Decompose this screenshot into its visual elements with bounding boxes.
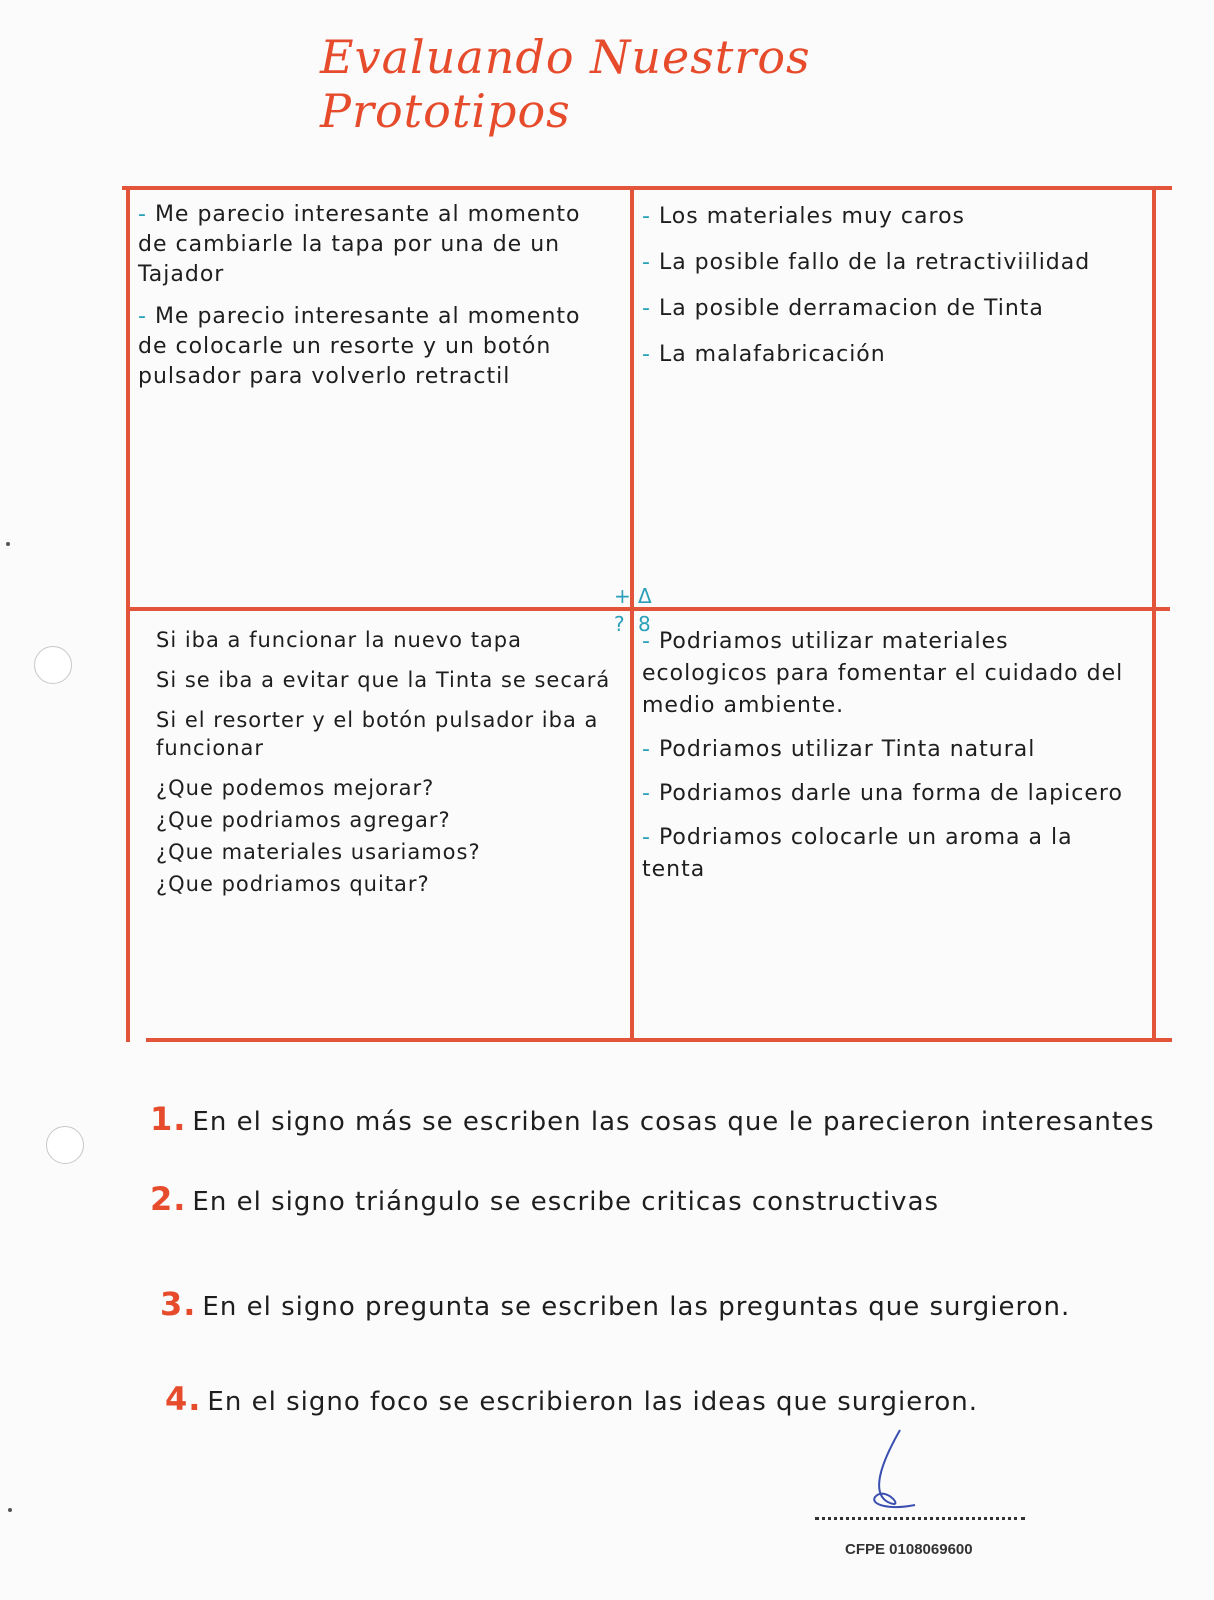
list-item: - Me parecio interesante al momento de colocarle un resorte y un botón pulsador para volverlo retractil: [138, 304, 581, 389]
punch-hole-bottom: [46, 1126, 84, 1164]
grid-top-border: [122, 186, 1172, 190]
signature-mark: [860, 1425, 940, 1515]
grid-right-border: [1152, 186, 1156, 1042]
quadrant-plus: [138, 200, 608, 404]
instruction-1: 1. En el signo más se escriben las cosas que le parecieron interesantes: [150, 1100, 1155, 1138]
delta-symbol: Δ: [638, 584, 652, 608]
question-symbol: ?: [614, 612, 625, 636]
plus-symbol: +: [614, 584, 631, 608]
signature-line: [815, 1517, 1025, 1520]
quadrant-delta: [642, 200, 1132, 384]
bulb-symbol: 8: [638, 612, 651, 636]
list-item: - La malafabricación: [642, 342, 886, 367]
list-item: Si el resorter y el botón pulsador iba a funcionar: [156, 708, 599, 760]
grid-bottom-border: [146, 1038, 1172, 1042]
punch-hole-top: [34, 646, 72, 684]
list-item: - Los materiales muy caros: [642, 204, 965, 229]
evaluation-grid: [122, 186, 1172, 1058]
list-item: ¿Que podriamos agregar?: [156, 808, 451, 832]
instruction-2: 2. En el signo triángulo se escribe criticas constructivas: [150, 1180, 940, 1218]
paper-speck: [8, 1508, 12, 1512]
grid-left-border: [126, 186, 130, 1042]
list-item: - La posible derramacion de Tinta: [642, 296, 1044, 321]
instruction-4: 4. En el signo foco se escribieron las ideas que surgieron.: [165, 1380, 979, 1418]
quadrant-bulb: [642, 626, 1142, 898]
list-item: ¿Que materiales usariamos?: [156, 840, 481, 864]
list-item: - Podriamos utilizar Tinta natural: [642, 737, 1036, 762]
list-item: Si se iba a evitar que la Tinta se secará: [156, 668, 611, 692]
quadrant-question: [156, 626, 616, 898]
grid-center-border: [630, 186, 634, 1042]
list-item: - Podriamos colocarle un aroma a la tenta: [642, 825, 1073, 882]
instruction-3: 3. En el signo pregunta se escriben las preguntas que surgieron.: [160, 1285, 1071, 1323]
list-item: - La posible fallo de la retractiviilidad: [642, 250, 1091, 275]
list-item: Si iba a funcionar la nuevo tapa: [156, 628, 522, 652]
page-title: Evaluando Nuestros Prototipos: [320, 30, 811, 138]
stamp-code: CFPE 0108069600: [845, 1541, 973, 1558]
list-item: ¿Que podemos mejorar?: [156, 776, 435, 800]
list-item: - Me parecio interesante al momento de cambiarle la tapa por una de un Tajador: [138, 202, 581, 287]
list-item: - Podriamos utilizar materiales ecologicos para fomentar el cuidado del medio ambiente.: [642, 629, 1124, 718]
list-item: ¿Que podriamos quitar?: [156, 872, 430, 896]
paper-speck: [6, 542, 10, 546]
list-item: - Podriamos darle una forma de lapicero: [642, 781, 1123, 806]
